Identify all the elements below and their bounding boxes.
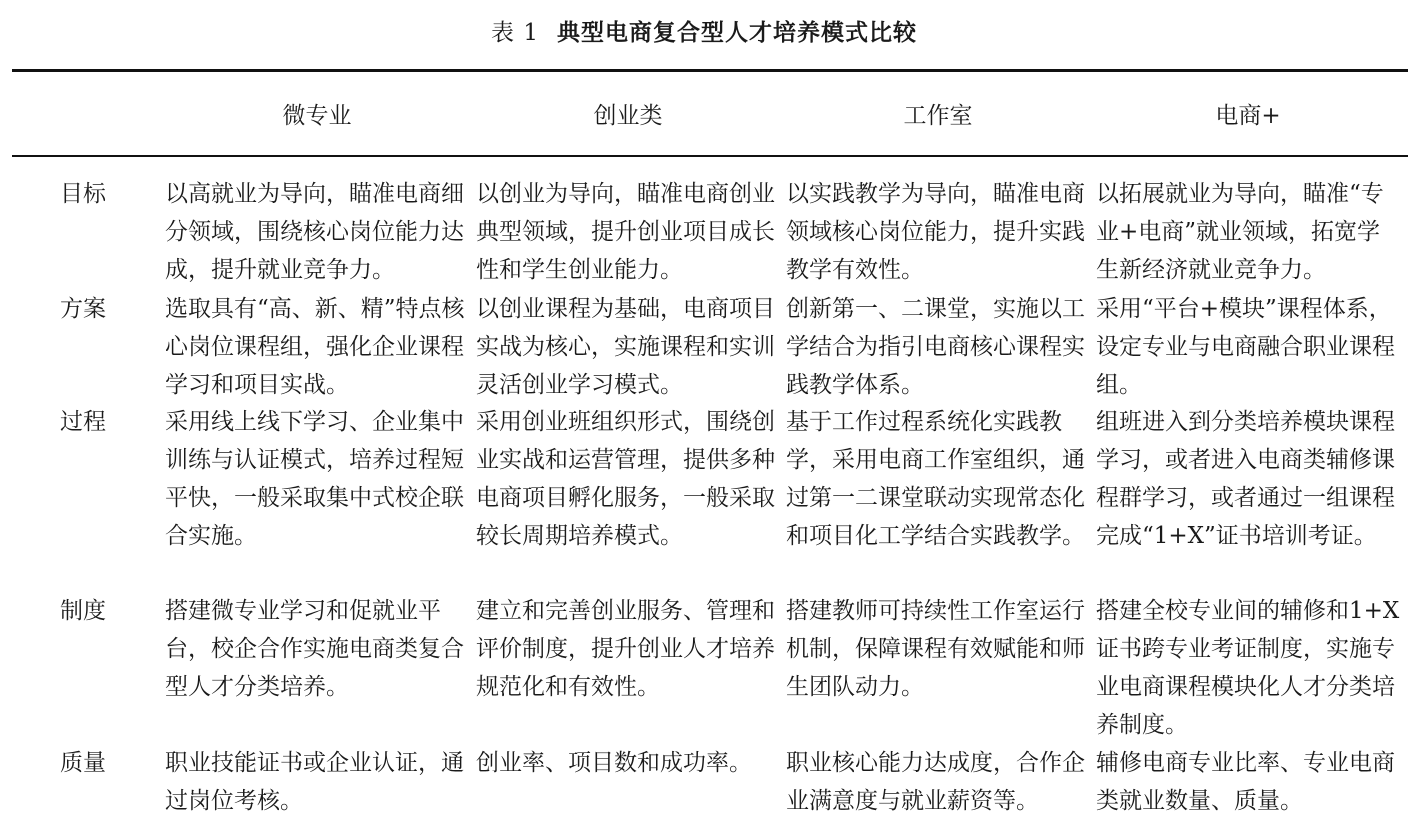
table-row — [0, 290, 1408, 404]
column-header-entrepreneurship: 创业类 — [593, 103, 663, 129]
table-cell: 创新第一、二课堂，实施以工学结合为指引电商核心课程实践教学体系。 — [786, 296, 1085, 398]
table-row — [0, 744, 1408, 824]
table-cell: 以创业课程为基础，电商项目实战为核心，实施课程和实训灵活创业学习模式。 — [476, 296, 775, 398]
table-row — [0, 592, 1408, 744]
row-label: 质量 — [60, 750, 106, 776]
table-caption — [0, 14, 1408, 47]
row-label: 制度 — [60, 598, 106, 624]
table-row — [0, 403, 1408, 593]
table-cell: 搭建微专业学习和促就业平台，校企合作实施电商类复合型人才分类培养。 — [165, 598, 464, 700]
column-header-studio: 工作室 — [903, 103, 973, 129]
table-cell: 以高就业为导向，瞄准电商细分领域，围绕核心岗位能力达成，提升就业竞争力。 — [165, 181, 464, 283]
table-cell: 以创业为导向，瞄准电商创业典型领域，提升创业项目成长性和学生创业能力。 — [476, 181, 775, 283]
table-cell: 采用创业班组织形式，围绕创业实战和运营管理，提供多种电商项目孵化服务，一般采取较长周期培养模式。 — [476, 409, 775, 549]
row-label: 过程 — [60, 409, 106, 435]
table-cell: 创业率、项目数和成功率。 — [476, 750, 752, 776]
table-header-row — [0, 96, 1408, 136]
column-header-ecommerce-plus: 电商+ — [1215, 103, 1281, 129]
table-row — [0, 175, 1408, 289]
table-title: 典型电商复合型人才培养模式比较 — [556, 19, 917, 46]
table-cell: 以拓展就业为导向，瞄准“专业+电商”就业领域，拓宽学生新经济就业竞争力。 — [1096, 181, 1384, 283]
table-cell: 采用线上线下学习、企业集中训练与认证模式，培养过程短平快，一般采取集中式校企联合实施。 — [165, 409, 464, 549]
table-cell: 职业核心能力达成度，合作企业满意度与就业薪资等。 — [786, 750, 1085, 814]
row-label: 方案 — [60, 296, 106, 322]
table-cell: 辅修电商专业比率、专业电商类就业数量、质量。 — [1096, 750, 1395, 814]
table-cell: 搭建教师可持续性工作室运行机制，保障课程有效赋能和师生团队动力。 — [786, 598, 1085, 700]
column-header-micro-major: 微专业 — [282, 103, 352, 129]
table-cell: 基于工作过程系统化实践教学，采用电商工作室组织，通过第一二课堂联动实现常态化和项目化工学结合实践教学。 — [786, 409, 1085, 549]
table-cell: 组班进入到分类培养模块课程学习，或者进入电商类辅修课程群学习，或者通过一组课程完成“1+X”证书培训考证。 — [1096, 409, 1395, 549]
header-rule — [12, 155, 1408, 157]
row-label: 目标 — [60, 181, 106, 207]
table-cell: 职业技能证书或企业认证，通过岗位考核。 — [165, 750, 464, 814]
table-cell: 建立和完善创业服务、管理和评价制度，提升创业人才培养规范化和有效性。 — [476, 598, 775, 700]
table-number: 表 1 — [491, 20, 539, 46]
table-cell: 选取具有“高、新、精”特点核心岗位课程组，强化企业课程学习和项目实战。 — [165, 296, 465, 398]
top-rule — [12, 69, 1408, 72]
table-cell: 搭建全校专业间的辅修和1+X证书跨专业考证制度，实施专业电商课程模块化人才分类培养制度。 — [1096, 598, 1400, 738]
table-cell: 采用“平台+模块”课程体系，设定专业与电商融合职业课程组。 — [1096, 296, 1395, 398]
table-cell: 以实践教学为导向，瞄准电商领域核心岗位能力，提升实践教学有效性。 — [786, 181, 1085, 283]
